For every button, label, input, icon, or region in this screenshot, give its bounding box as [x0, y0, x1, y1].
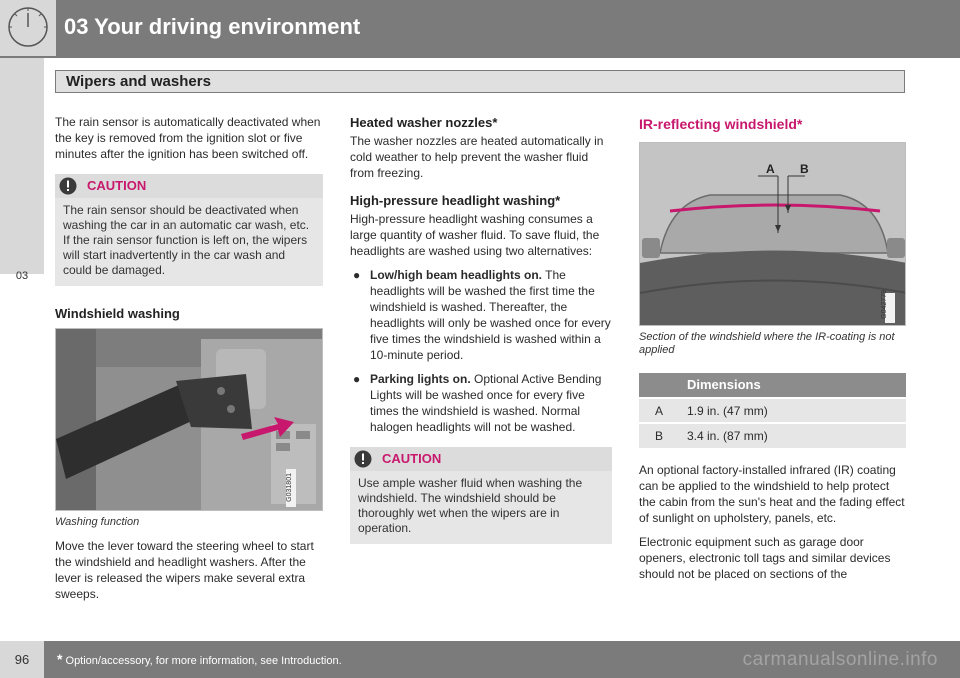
page-number-box — [0, 641, 44, 678]
watermark: carmanualsonline.info — [742, 649, 938, 670]
caution-title: CAUTION — [87, 178, 147, 193]
bullet-text: Optional Active Bending Lights will be washed once for every five times the windshield is washed. Normal halogen headlights will not be washed. — [370, 372, 602, 434]
table-row — [639, 398, 906, 423]
heated-nozzles-text: The washer nozzles are heated automatically in cold weather to help prevent the washer fluid from freezing. — [350, 134, 604, 180]
left-column — [55, 114, 323, 610]
footnote — [57, 651, 342, 667]
rain-sensor-intro: The rain sensor is automatically deactivated when the key is removed from the ignition slot or five minutes after the ignition has been switched off. — [55, 115, 321, 161]
section-title-bar — [55, 70, 905, 93]
margin-column — [0, 58, 44, 282]
table-cell-letter: B — [639, 423, 679, 448]
bullet-text: The headlights will be washed the first time the windshield is washed. Thereafter, the headlights will only be washed once for every five times the windshield is washed within a 10-minute period. — [370, 268, 611, 362]
table-cell-letter: A — [639, 398, 679, 423]
caution-title: CAUTION — [382, 451, 442, 466]
list-item — [350, 371, 612, 435]
figure-label-a: A — [766, 162, 775, 176]
chapter-tab-label: 03 — [15, 270, 29, 282]
right-column — [639, 116, 906, 590]
ir-windshield-figure — [639, 142, 906, 326]
footnote-text: Option/accessory, for more information, see Introduction. — [62, 655, 342, 667]
highpressure-heading: High-pressure headlight washing* — [350, 193, 561, 208]
ir-windshield-heading: IR-reflecting windshield* — [639, 116, 803, 132]
highpressure-text: High-pressure headlight washing consumes a large quantity of washer fluid. To save fluid, the headlights are washed using two alternatives: — [350, 212, 600, 258]
wash-alternatives-list — [350, 267, 612, 435]
table-cell-value: 1.9 in. (47 mm) — [679, 398, 906, 423]
figure-code-label: G031801 — [286, 473, 293, 502]
section-title: Wipers and washers — [66, 73, 211, 90]
bullet-bold-lead: Parking lights on. — [370, 372, 471, 386]
dimensions-table — [639, 373, 906, 448]
washing-function-figure — [55, 328, 323, 511]
windshield-washing-heading: Windshield washing — [55, 306, 180, 321]
caution-header — [350, 447, 612, 471]
middle-column — [350, 115, 612, 564]
bullet-bold-lead: Low/high beam headlights on. — [370, 268, 543, 282]
lever-instructions: Move the lever toward the steering wheel to start the windshield and headlight washers. After the lever is released the wipers make several extra sweeps. — [55, 539, 314, 601]
caution-header — [55, 174, 323, 198]
page-number: 96 — [14, 652, 30, 667]
figure-caption-ir: Section of the windshield where the IR-coating is not applied — [639, 331, 895, 356]
exclamation-icon — [59, 177, 77, 195]
table-row — [639, 423, 906, 448]
exclamation-icon — [354, 450, 372, 468]
table-header: Dimensions — [679, 373, 906, 398]
bullet-icon: ● — [353, 372, 361, 386]
figure-caption-washing: Washing function — [55, 516, 140, 528]
caution-text: Use ample washer fluid when washing the windshield. The windshield should be thoroughly wet when the wipers are in operation. — [358, 476, 583, 535]
caution-box-washer-fluid — [350, 447, 612, 544]
table-header-row — [639, 373, 906, 398]
ir-paragraph-2: Electronic equipment such as garage door openers, electronic toll tags and similar devices should not be placed on sections of the — [639, 535, 891, 581]
heated-nozzles-heading: Heated washer nozzles* — [350, 115, 498, 130]
figure-label-b: B — [800, 162, 809, 176]
bullet-icon: ● — [353, 268, 361, 282]
page-header — [0, 0, 960, 58]
list-item — [350, 267, 612, 363]
table-header-blank — [639, 373, 679, 398]
table-cell-value: 3.4 in. (87 mm) — [679, 423, 906, 448]
figure-code-label: G042779 — [881, 290, 888, 319]
footnote-asterisk: * — [57, 651, 63, 667]
page-footer — [0, 641, 960, 678]
ir-paragraph-1: An optional factory-installed infrared (IR) coating can be applied to the windshield to help protect the cabin from the sun's heat and the fading effect of sunlight on upholstery, panels, etc. — [639, 463, 905, 525]
caution-text: The rain sensor should be deactivated when washing the car in an automatic car wash, etc. If the rain sensor function is left on, the wipers will start inadvertently in the car wash and could be damaged. — [63, 203, 310, 277]
caution-box-rain-sensor — [55, 174, 323, 286]
gauge-icon — [0, 0, 56, 56]
chapter-title: 03 Your driving environment — [64, 14, 361, 39]
